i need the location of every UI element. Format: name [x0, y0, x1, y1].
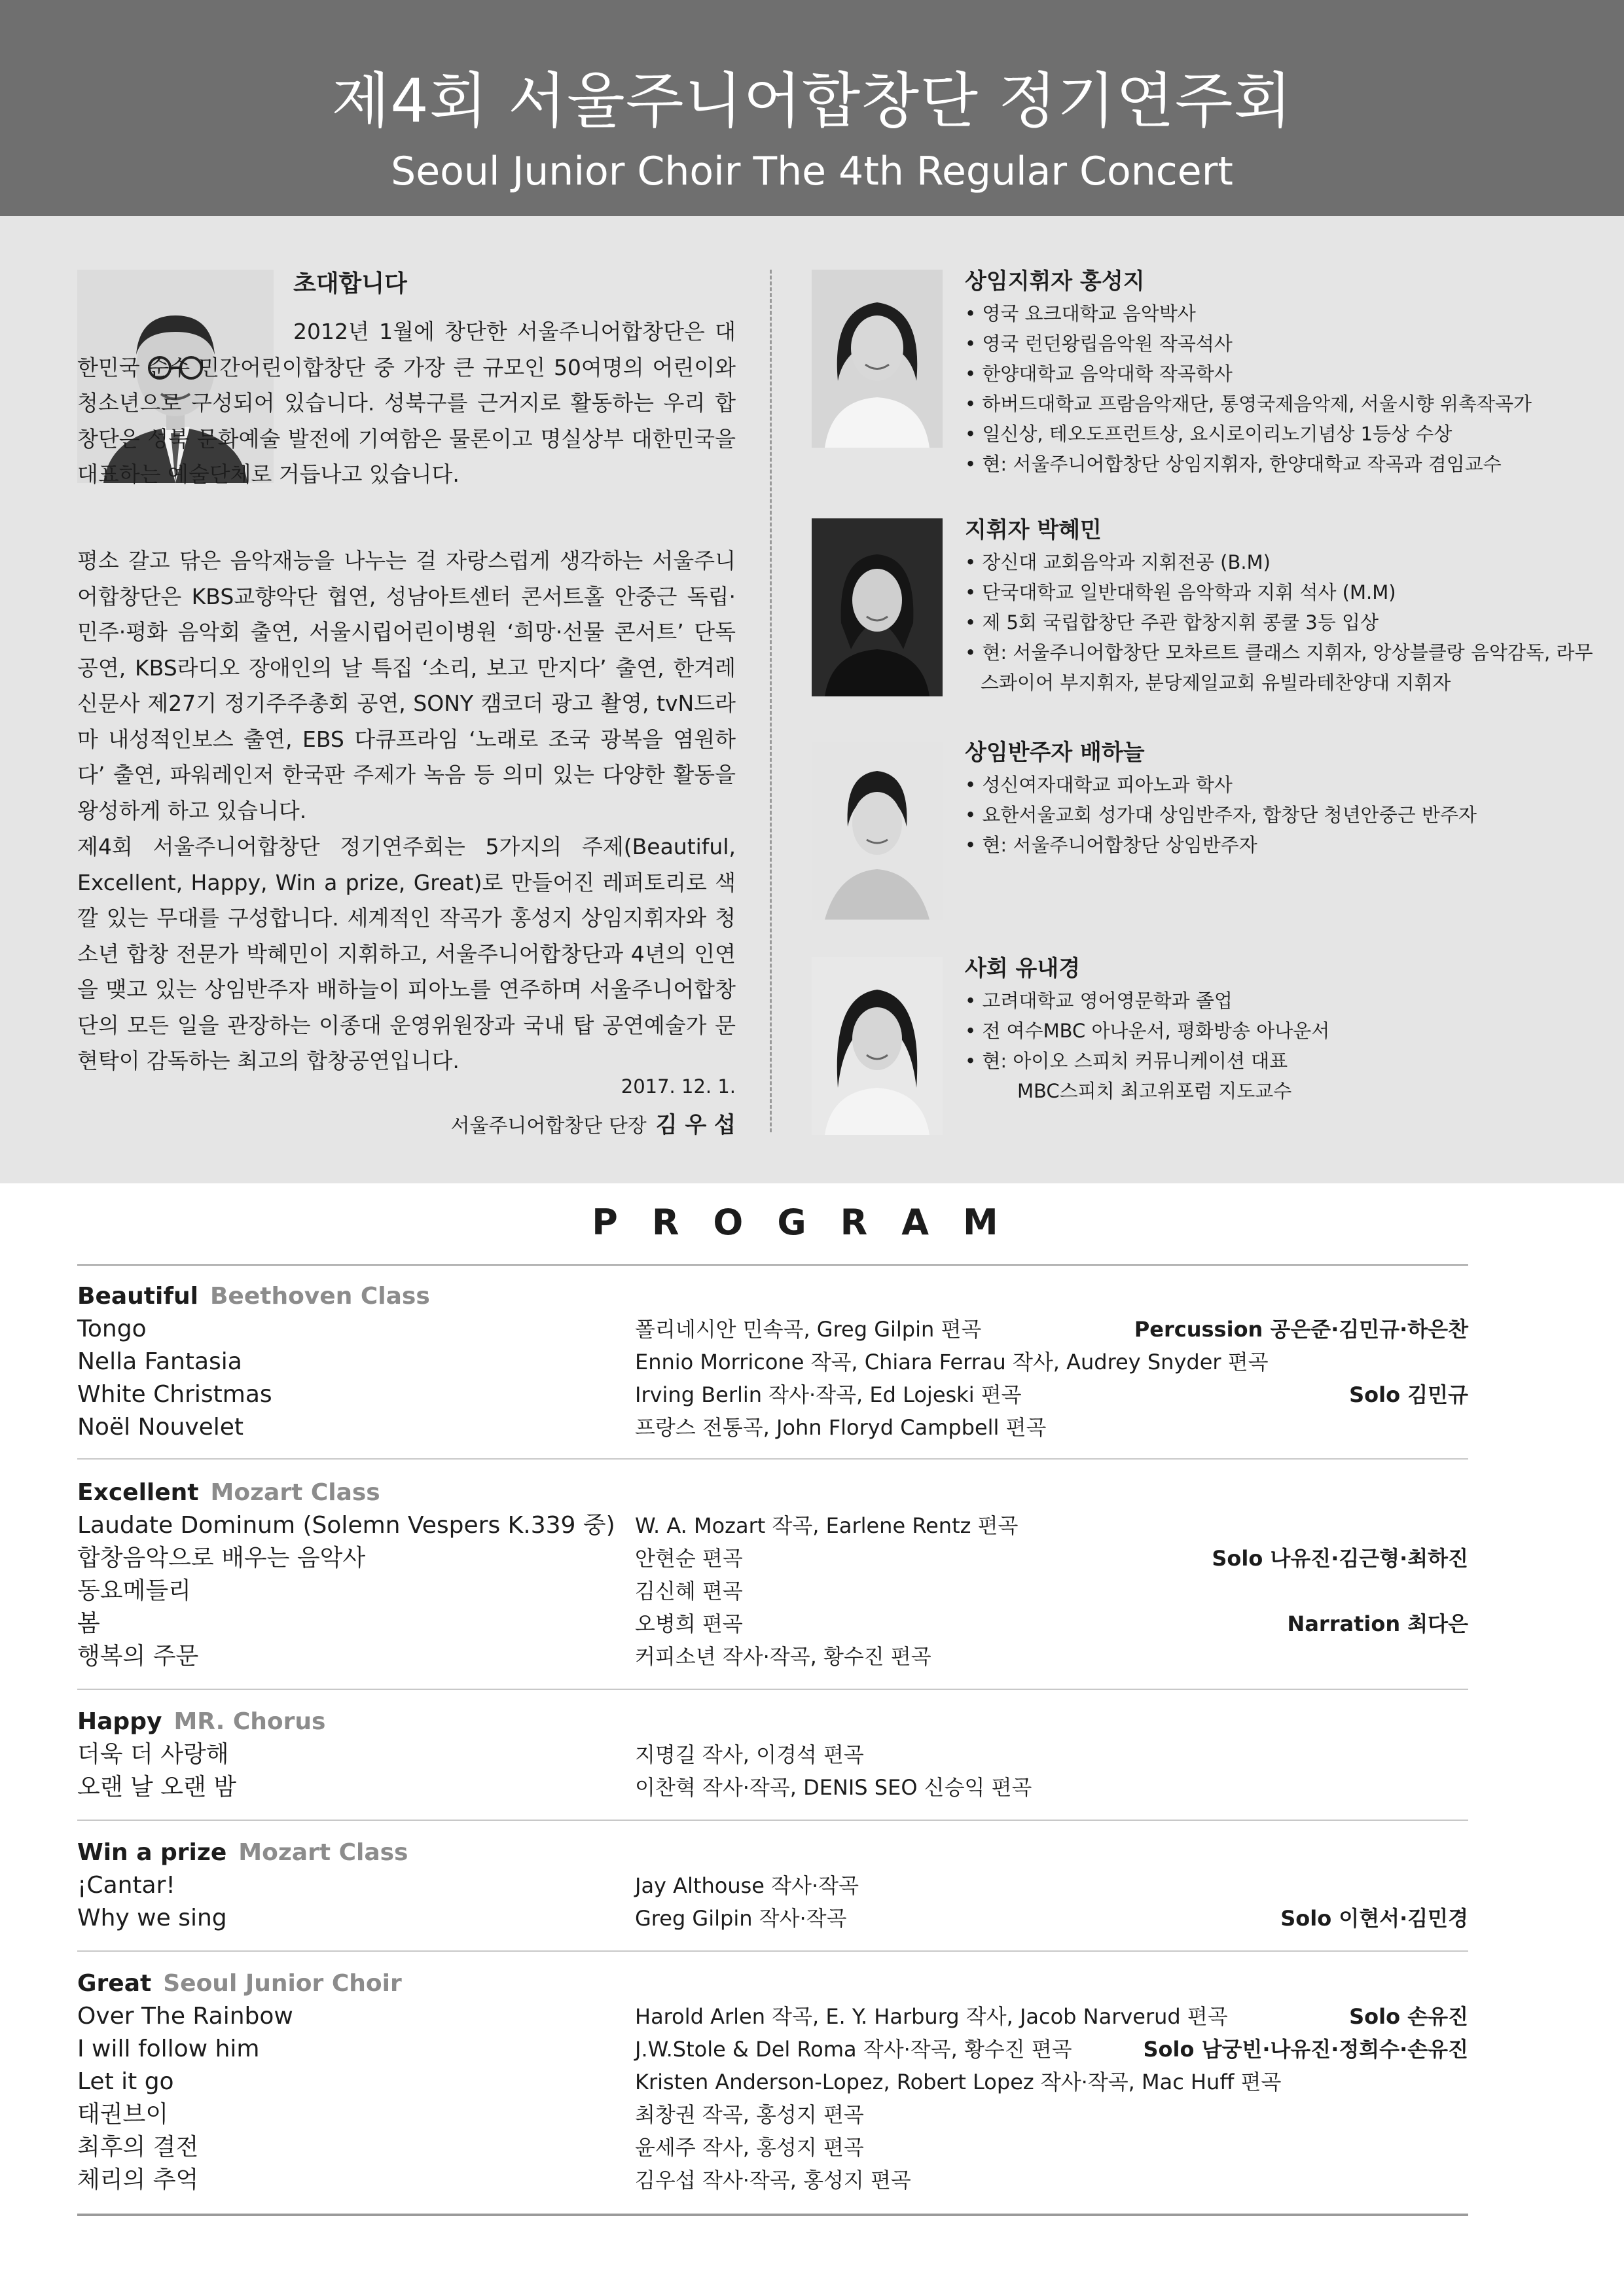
piece-title: 동요메들리: [77, 1577, 191, 1604]
bio-item: • 현: 서울주니어합창단 상임반주자: [965, 830, 1593, 860]
piece-credit: Irving Berlin 작사·작곡, Ed Lojeski 편곡: [635, 1382, 1022, 1407]
piece-credit: Harold Arlen 작곡, E. Y. Harburg 작사, Jacob Narverud 편곡: [635, 2004, 1228, 2029]
bio-item: • 요한서울교회 성가대 상임반주자, 합창단 청년안중근 반주자: [965, 800, 1593, 830]
piece-title: 태권브이: [77, 2101, 169, 2128]
piece-title: Why we sing: [77, 1905, 227, 1931]
piece-title: Noël Nouvelet: [77, 1414, 244, 1441]
title-korean: 제4회 서울주니어합창단 정기연주회: [331, 66, 1293, 136]
program-row: [77, 1542, 1468, 1575]
bio-item: • 제 5회 국립합창단 주관 합창지휘 콩쿨 3등 입상: [965, 607, 1593, 637]
greeting-paragraph-3: 제4회 서울주니어합창단 정기연주회는 5가지의 주제(Beautiful, Excellent, Happy, Win a prize, Great)로 만들어진 레퍼토리로 색깔 있는 무대를 구성합니다. 세계적인 작곡가 홍성지 상임지휘자와 청소년 합창 전문가 박혜민이 지휘하고, 서울주니어합창단과 4년의 인연을 맺고 있는 상임반주자 배하늘이 피아노를 연주하며 서울주니어합창단의 모든 일을 관장하는 이종대 운영위원장과 국내 탑 공연예술가 문현탁이 감독하는 최고의 합창공연입니다.: [77, 834, 736, 1073]
bio-item: • 영국 요크대학교 음악박사: [965, 298, 1593, 329]
section-name: Beautiful: [77, 1283, 198, 1310]
bio-item: • 영국 런던왕립음악원 작곡석사: [965, 329, 1593, 359]
piece-credit: W. A. Mozart 작곡, Earlene Rentz 편곡: [635, 1513, 1019, 1538]
greeting-paragraph-1: 2012년 1월에 창단한 서울주니어합창단은 대한민국 순수 민간어린이합창단 중 가장 큰 규모인 50여명의 어린이와 청소년으로 구성되어 있습니다. 성북구를 근거지로 활동하는 우리 합창단은 성북 문화예술 발전에 기여함은 물론이고 명실상부 대한민국을 대표하는 예술단체로 거듭나고 있습니다.: [77, 319, 736, 487]
section-name: Happy: [77, 1708, 162, 1735]
piece-title: 더욱 더 사랑해: [77, 1741, 229, 1768]
signer-role: 서울주니어합창단 단장: [450, 1115, 647, 1138]
program-bottom-rule: [77, 2214, 1468, 2216]
piece-credit: 안현순 편곡: [635, 1546, 743, 1571]
bio-item: • 전 여수MBC 아나운서, 평화방송 아나운서: [965, 1016, 1593, 1046]
bio-conductor: [965, 267, 1593, 479]
program-row: [77, 1509, 1468, 1542]
bio-item: • 현: 서울주니어합창단 모차르트 클래스 지휘자, 앙상블클랑 음악감독, 라무스콰이어 부지휘자, 분당제일교회 유빌라테찬양대 지휘자: [965, 637, 1593, 698]
program-row: [77, 1771, 1468, 1804]
section-divider: [77, 1458, 1468, 1460]
piece-credit: J.W.Stole & Del Roma 작사·작곡, 황수진 편곡: [635, 2037, 1072, 2062]
bio-item: • 하버드대학교 프람음악재단, 통영국제음악제, 서울시향 위촉작곡가: [965, 389, 1593, 419]
host-portrait: [812, 957, 943, 1135]
section-class: Seoul Junior Choir: [163, 1970, 402, 1997]
program-row: [77, 2066, 1468, 2098]
piece-credit: Jay Althouse 작사·작곡: [635, 1873, 859, 1898]
bio-item: • 현: 서울주니어합창단 상임지휘자, 한양대학교 작곡과 겸임교수: [965, 449, 1593, 479]
piece-credit: 김우섭 작사·작곡, 홍성지 편곡: [635, 2168, 911, 2193]
piece-title: 최후의 결전: [77, 2134, 199, 2161]
program-title: PROGRAM: [592, 1202, 1032, 1243]
program-row: [77, 2131, 1468, 2164]
section-heading: [77, 1706, 1468, 1738]
program-top-rule: [77, 1264, 1468, 1266]
piece-title: Tongo: [77, 1316, 147, 1342]
piece-credit: 윤세주 작사, 홍성지 편곡: [635, 2135, 864, 2160]
piece-title: Let it go: [77, 2068, 174, 2095]
bio-item: • 현: 아이오 스피치 커뮤니케이션 대표: [965, 1046, 1593, 1076]
section-heading: [77, 1280, 1468, 1313]
piece-credit: Ennio Morricone 작곡, Chiara Ferrau 작사, Audrey Snyder 편곡: [635, 1350, 1269, 1374]
section-heading: [77, 1967, 1468, 2000]
piece-credit: 김신혜 편곡: [635, 1579, 743, 1604]
bio-assistant-conductor: [965, 516, 1593, 698]
greeting-paragraph-2: 평소 갈고 닦은 음악재능을 나누는 걸 자랑스럽게 생각하는 서울주니어합창단은 KBS교향악단 협연, 성남아트센터 콘서트홀 안중근 독립·민주·평화 음악회 출연, 서울시립어린이병원 ‘희망·선물 콘서트’ 단독공연, KBS라디오 장애인의 날 특집 ‘소리, 보고 만지다’ 출연, 한겨레신문사 제27기 정기주주총회 공연, SONY 캠코더 광고 촬영, tvN드라마 내성적인보스 출연, EBS 다큐프라임 ‘노래로 조국 광복을 염원하다’ 출연, 파워레인저 한국판 주제가 녹음 등 의미 있는 다양한 활동을 왕성하게 하고 있습니다.: [77, 548, 736, 823]
signer-name: 김 우 섭: [655, 1112, 736, 1138]
piece-credit: 폴리네시안 민속곡, Greg Gilpin 편곡: [635, 1317, 982, 1342]
section-name: Excellent: [77, 1479, 199, 1506]
program-row: [77, 2098, 1468, 2131]
bio-item: • 고려대학교 영어영문학과 졸업: [965, 986, 1593, 1016]
bio-title: 지휘자 박혜민: [965, 517, 1102, 543]
bio-item: • 단국대학교 일반대학원 음악학과 지휘 석사 (M.M): [965, 577, 1593, 607]
section-class: Beethoven Class: [209, 1283, 430, 1310]
section-heading: [77, 1477, 1468, 1509]
title-english: Seoul Junior Choir The 4th Regular Concert: [391, 149, 1233, 194]
column-divider: [770, 270, 772, 1132]
piece-performers: Solo 남궁빈·나유진·정희수·손유진: [1143, 2037, 1468, 2062]
piece-credit: 이찬혁 작사·작곡, DENIS SEO 신승익 편곡: [635, 1775, 1032, 1800]
program-row: [77, 1378, 1468, 1411]
section-divider: [77, 1689, 1468, 1690]
piece-title: 봄: [77, 1610, 100, 1637]
section-heading: [77, 1837, 1468, 1869]
section-class: Mozart Class: [210, 1479, 380, 1506]
bio-title: 사회 유내경: [965, 956, 1081, 982]
program-section-great: [77, 1967, 1468, 2197]
program-row: [77, 1313, 1468, 1346]
info-section: [0, 216, 1624, 1183]
program-row: [77, 1640, 1468, 1673]
bio-title: 상임반주자 배하늘: [965, 740, 1145, 766]
greeting-title: 초대합니다: [293, 270, 407, 297]
piece-title: Nella Fantasia: [77, 1348, 242, 1375]
bio-accompanist: [965, 738, 1593, 860]
program-row: [77, 1607, 1468, 1640]
program-row: [77, 1575, 1468, 1607]
section-divider: [77, 1950, 1468, 1952]
piece-title: Laudate Dominum (Solemn Vespers K.339 중): [77, 1512, 615, 1539]
piece-title: Over The Rainbow: [77, 2003, 293, 2030]
program-row: [77, 1738, 1468, 1771]
section-class: Mozart Class: [238, 1839, 408, 1866]
piece-credit: Greg Gilpin 작사·작곡: [635, 1906, 847, 1931]
piece-credit: 최창권 작곡, 홍성지 편곡: [635, 2102, 864, 2127]
piece-credit: 커피소년 작사·작곡, 황수진 편곡: [635, 1644, 931, 1669]
piece-title: 체리의 추억: [77, 2166, 199, 2193]
piece-title: 합창음악으로 배우는 음악사: [77, 1545, 366, 1571]
program-row: [77, 1346, 1468, 1378]
piece-title: 행복의 주문: [77, 1643, 199, 1670]
program-section-excellent: [77, 1477, 1468, 1673]
bio-item: • 장신대 교회음악과 지휘전공 (B.M): [965, 547, 1593, 577]
program-row: [77, 1869, 1468, 1902]
program-row: [77, 1411, 1468, 1444]
section-name: Win a prize: [77, 1839, 227, 1866]
program-row: [77, 2164, 1468, 2197]
piece-credit: Kristen Anderson-Lopez, Robert Lopez 작사·작곡, Mac Huff 편곡: [635, 2070, 1282, 2094]
bio-host: [965, 954, 1593, 1106]
program-row: [77, 2000, 1468, 2033]
piece-credit: 오병희 편곡: [635, 1611, 743, 1636]
greeting-signature: [450, 1111, 736, 1141]
piece-credit: 지명길 작사, 이경석 편곡: [635, 1742, 864, 1767]
piece-performers: Solo 김민규: [1349, 1382, 1468, 1407]
program-section-happy: [77, 1706, 1468, 1804]
bio-item: • 한양대학교 음악대학 작곡학사: [965, 359, 1593, 389]
program-section-win-a-prize: [77, 1837, 1468, 1935]
piece-performers: Solo 이현서·김민경: [1280, 1906, 1468, 1931]
program-row: [77, 1902, 1468, 1935]
piece-performers: Percussion 공은준·김민규·하은찬: [1134, 1317, 1468, 1342]
piece-title: White Christmas: [77, 1381, 272, 1408]
piece-title: I will follow him: [77, 2036, 260, 2062]
piece-performers: Narration 최다은: [1287, 1611, 1468, 1636]
program-row: [77, 2033, 1468, 2066]
section-divider: [77, 1820, 1468, 1821]
program-section-beautiful: [77, 1280, 1468, 1444]
piece-performers: Solo 나유진·김근형·최하진: [1212, 1546, 1468, 1571]
section-class: MR. Chorus: [173, 1708, 326, 1735]
greeting-date: 2017. 12. 1.: [621, 1075, 736, 1098]
section-name: Great: [77, 1970, 152, 1997]
piece-credit: 프랑스 전통곡, John Floryd Campbell 편곡: [635, 1415, 1047, 1440]
bio-title: 상임지휘자 홍성지: [965, 268, 1145, 295]
bio-item: • 일신상, 테오도프런트상, 요시로이리노기념상 1등상 수상: [965, 419, 1593, 449]
piece-title: 오랜 날 오랜 밤: [77, 1774, 236, 1801]
accompanist-portrait: [812, 742, 943, 920]
piece-title: ¡Cantar!: [77, 1872, 175, 1899]
bio-item: • 성신여자대학교 피아노과 학사: [965, 770, 1593, 800]
assistant-conductor-portrait: [812, 518, 943, 696]
bio-item-continuation: MBC스피치 최고위포럼 지도교수: [1017, 1080, 1292, 1102]
header-banner: [0, 0, 1624, 216]
piece-performers: Solo 손유진: [1349, 2004, 1468, 2029]
conductor-portrait: [812, 270, 943, 448]
